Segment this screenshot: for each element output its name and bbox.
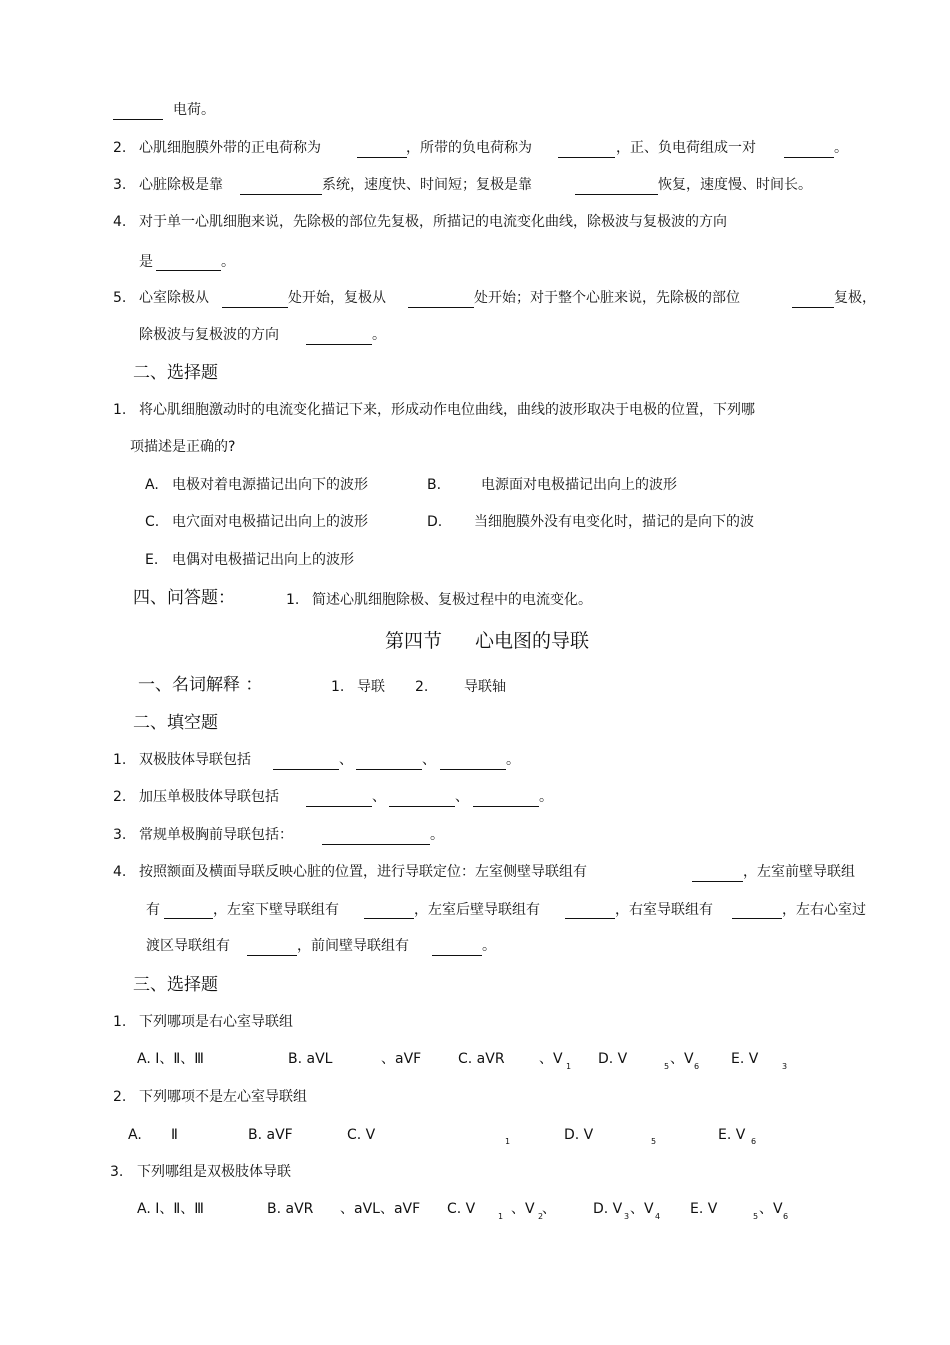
question-text: 处开始，复极从	[288, 290, 386, 306]
separator: 。	[430, 827, 444, 843]
page-title: 心电图的导联	[475, 630, 590, 652]
question-text: ，左室前壁导联组	[743, 864, 855, 880]
option-text: 、V	[630, 1201, 654, 1217]
question-text: 。	[482, 938, 496, 954]
question-text: 系统，速度快、时间短；复极是靠	[322, 177, 532, 193]
option-text: 、aVL、aVF	[340, 1201, 421, 1217]
option-e[interactable]: E. V	[731, 1051, 759, 1067]
answer-blank[interactable]	[389, 806, 455, 807]
question-text: ，左右心室过	[782, 902, 866, 918]
subscript: 6	[751, 1137, 757, 1146]
answer-blank[interactable]	[164, 918, 213, 919]
question-text: ，前间壁导联组有	[297, 938, 409, 954]
answer-blank[interactable]	[247, 955, 297, 956]
question-number: 2.	[415, 679, 429, 695]
option-label: D.	[427, 514, 443, 530]
question-number: 1.	[286, 592, 300, 608]
answer-blank[interactable]	[357, 157, 407, 158]
question-text: ，所带的负电荷称为	[406, 140, 532, 156]
question-number: 2.	[113, 789, 127, 805]
question-text: 心室除极从	[139, 290, 209, 306]
question-number: 1.	[113, 1014, 127, 1030]
question-text: 。	[834, 140, 848, 156]
page-title: 第四节	[385, 630, 443, 652]
answer-blank[interactable]	[240, 194, 322, 195]
answer-blank[interactable]	[408, 307, 474, 308]
question-number: 3.	[110, 1164, 124, 1180]
answer-blank[interactable]	[692, 881, 743, 882]
question-text: 处开始；对于整个心脏来说，先除极的部位	[474, 290, 740, 306]
question-number: 1.	[331, 679, 345, 695]
answer-blank[interactable]	[732, 918, 782, 919]
subscript: 6	[783, 1212, 789, 1221]
answer-blank[interactable]	[792, 307, 834, 308]
option-a[interactable]: A. Ⅰ、Ⅱ、Ⅲ	[137, 1201, 204, 1217]
subscript: 5	[651, 1137, 657, 1146]
answer-blank[interactable]	[432, 955, 482, 956]
answer-blank[interactable]	[565, 918, 615, 919]
question-text: 心肌细胞膜外带的正电荷称为	[139, 140, 321, 156]
question-number: 4.	[113, 864, 127, 880]
question-text: 恢复，速度慢、时间长。	[658, 177, 812, 193]
section-heading: 二、填空题	[133, 713, 218, 733]
answer-blank[interactable]	[575, 194, 658, 195]
question-text: ，右室导联组有	[615, 902, 713, 918]
separator: 、	[339, 752, 353, 768]
option-c[interactable]: C. V	[447, 1201, 476, 1217]
question-text: ，左室后壁导联组有	[414, 902, 540, 918]
question-text: 是	[139, 254, 153, 270]
question-text: 按照额面及横面导联反映心脏的位置，进行导联定位：左室侧壁导联组有	[139, 864, 587, 880]
option-text: 、V	[539, 1051, 563, 1067]
answer-blank[interactable]	[322, 844, 430, 845]
subscript: 5	[753, 1212, 759, 1221]
term-text: 导联	[357, 679, 385, 695]
question-text: 复极，	[834, 290, 876, 306]
question-text: 常规单极胸前导联包括：	[139, 827, 293, 843]
question-text: 项描述是正确的?	[130, 439, 236, 455]
question-text: ，正、负电荷组成一对	[616, 140, 756, 156]
option-label: E.	[145, 552, 159, 568]
answer-blank[interactable]	[473, 806, 539, 807]
option-text: 、	[542, 1201, 556, 1217]
option-text: 、V	[670, 1051, 694, 1067]
option-text[interactable]: 电穴面对电极描记出向上的波形	[172, 514, 368, 530]
answer-blank[interactable]	[306, 344, 372, 345]
subscript: 4	[655, 1212, 661, 1221]
option-text: Ⅱ	[171, 1127, 178, 1143]
question-number: 5.	[113, 290, 127, 306]
question-text: 。	[221, 254, 235, 270]
subscript: 1	[498, 1212, 504, 1221]
answer-blank[interactable]	[222, 307, 288, 308]
question-text: 对于单一心肌细胞来说，先除极的部位先复极，所描记的电流变化曲线，除极波与复极波的方向	[139, 214, 727, 230]
subscript: 2	[538, 1212, 544, 1221]
question-text: 双极肢体导联包括	[139, 752, 251, 768]
question-text: 除极波与复极波的方向	[139, 327, 279, 343]
option-d[interactable]: D. V	[593, 1201, 623, 1217]
section-heading: 一、名词解释 ：	[138, 675, 263, 695]
question-number: 2.	[113, 140, 127, 156]
answer-blank[interactable]	[156, 270, 221, 271]
option-text[interactable]: 当细胞膜外没有电变化时，描记的是向下的波	[474, 514, 754, 530]
option-text: 、V	[759, 1201, 783, 1217]
question-text: 下列哪项不是左心室导联组	[139, 1089, 307, 1105]
option-b[interactable]: B. aVR	[267, 1201, 314, 1217]
answer-blank[interactable]	[440, 769, 506, 770]
subscript: 6	[694, 1062, 700, 1071]
question-text: 。	[372, 327, 386, 343]
term-text: 导联轴	[464, 679, 506, 695]
answer-blank[interactable]	[364, 918, 414, 919]
option-text[interactable]: 电偶对电极描记出向上的波形	[172, 552, 354, 568]
subscript: 3	[782, 1062, 788, 1071]
option-b[interactable]: B. aVL	[288, 1051, 333, 1067]
question-text: 简述心肌细胞除极、复极过程中的电流变化。	[312, 592, 592, 608]
section-heading: 二、选择题	[133, 363, 218, 383]
answer-blank[interactable]	[273, 769, 339, 770]
answer-blank[interactable]	[558, 157, 615, 158]
option-a[interactable]: A. Ⅰ、Ⅱ、Ⅲ	[137, 1051, 204, 1067]
answer-blank[interactable]	[356, 769, 422, 770]
option-text[interactable]: 电源面对电极描记出向上的波形	[481, 477, 677, 493]
subscript: 1	[505, 1137, 511, 1146]
question-text: 渡区导联组有	[146, 938, 230, 954]
separator: 、	[422, 752, 436, 768]
option-text: 、aVF	[381, 1051, 422, 1067]
option-d[interactable]: D. V	[598, 1051, 628, 1067]
option-c[interactable]: C. V	[347, 1127, 376, 1143]
option-c[interactable]: C. aVR	[458, 1051, 505, 1067]
question-number: 3.	[113, 177, 127, 193]
subscript: 3	[624, 1212, 630, 1221]
option-d[interactable]: D. V	[564, 1127, 594, 1143]
question-number: 1.	[113, 402, 127, 418]
question-text: ，左室下壁导联组有	[213, 902, 339, 918]
option-text[interactable]: 电极对着电源描记出向下的波形	[172, 477, 368, 493]
question-text: 加压单极肢体导联包括	[139, 789, 279, 805]
answer-blank[interactable]	[784, 157, 834, 158]
option-e[interactable]: E. V	[718, 1127, 746, 1143]
question-number: 1.	[113, 752, 127, 768]
answer-blank[interactable]	[113, 119, 163, 120]
separator: 。	[506, 752, 520, 768]
option-label: C.	[145, 514, 160, 530]
question-text: 心脏除极是靠	[139, 177, 223, 193]
option-a[interactable]: A.	[128, 1127, 142, 1143]
section-heading: 四、问答题：	[133, 588, 235, 608]
subscript: 1	[566, 1062, 572, 1071]
separator: 、	[372, 789, 386, 805]
question-number: 2.	[113, 1089, 127, 1105]
option-b[interactable]: B. aVF	[248, 1127, 293, 1143]
option-label: A.	[145, 477, 159, 493]
question-number: 3.	[113, 827, 127, 843]
option-label: B.	[427, 477, 442, 493]
question-text: 电荷。	[173, 102, 215, 118]
option-text: 、V	[511, 1201, 535, 1217]
answer-blank[interactable]	[306, 806, 372, 807]
question-text: 下列哪项是右心室导联组	[139, 1014, 293, 1030]
separator: 。	[539, 789, 553, 805]
question-number: 4.	[113, 214, 127, 230]
question-text: 有	[146, 902, 160, 918]
option-e[interactable]: E. V	[690, 1201, 718, 1217]
question-text: 下列哪组是双极肢体导联	[137, 1164, 291, 1180]
subscript: 5	[664, 1062, 670, 1071]
separator: 、	[455, 789, 469, 805]
question-text: 将心肌细胞激动时的电流变化描记下来，形成动作电位曲线，曲线的波形取决于电极的位置，下列哪	[139, 402, 755, 418]
section-heading: 三、选择题	[133, 975, 218, 995]
